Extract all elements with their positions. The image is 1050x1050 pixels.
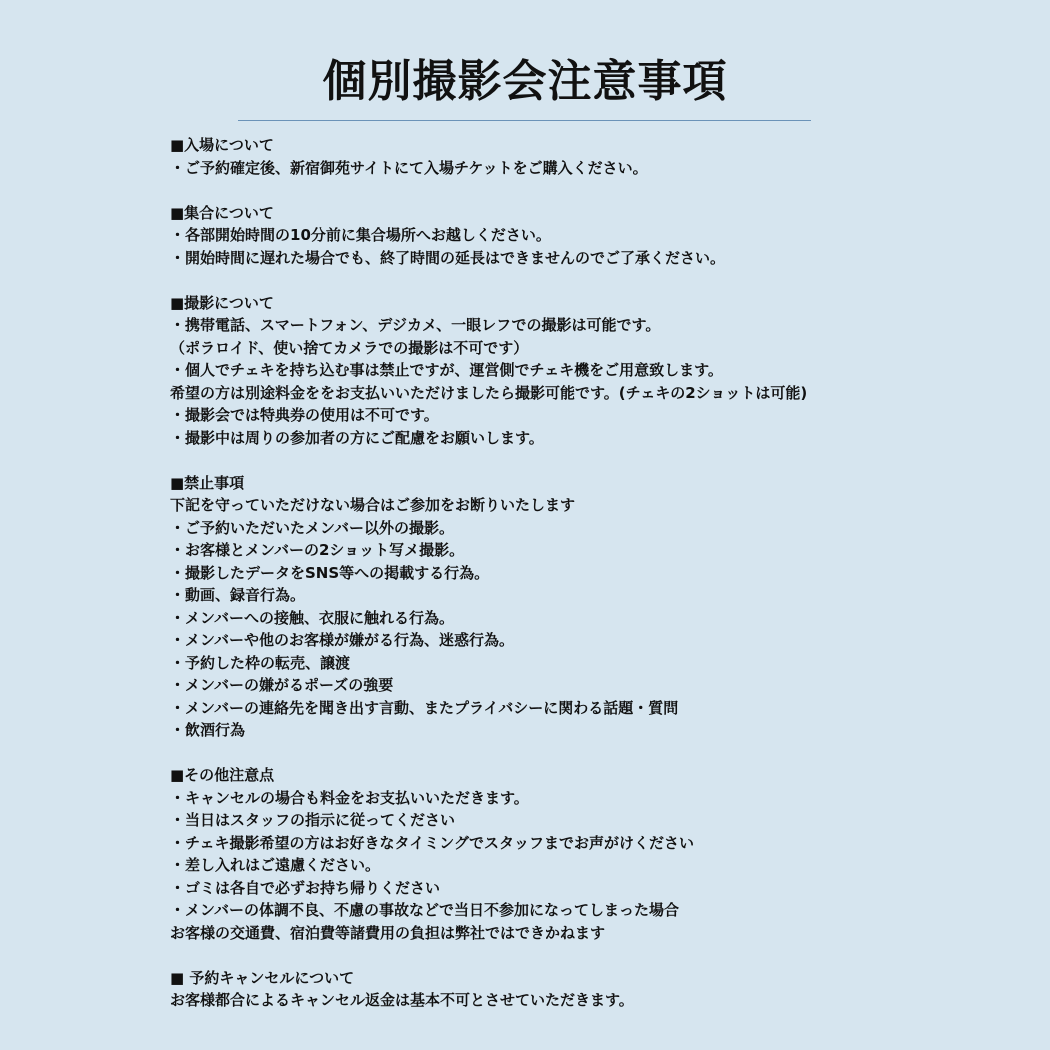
notice-line: お客様の交通費、宿泊費等諸費用の負担は弊社ではできかねます	[170, 923, 606, 942]
notice-line: ・お客様とメンバーの2ショット写メ撮影。	[170, 541, 465, 559]
notice-line: ・メンバーの連絡先を聞き出す言動、またプライバシーに関わる話題・質問	[170, 698, 679, 717]
notice-line: ・メンバーの体調不良、不慮の事故などで当日不参加になってしまった場合	[170, 901, 679, 919]
notice-line: ・キャンセルの場合も料金をお支払いいただきます。	[170, 788, 529, 807]
notice-line: ・予約した枠の転売、譲渡	[170, 653, 351, 672]
notice-line: ・撮影したデータをSNS等への掲載する行為。	[170, 563, 490, 582]
notice-section	[170, 202, 1020, 270]
notice-line: 希望の方は別途料金ををお支払いいただけましたら撮影可能です。(チェキの2ショットは可能)	[170, 383, 808, 402]
notice-line: ・メンバーの嫌がるポーズの強要	[170, 676, 394, 694]
notice-line: 下記を守っていただけない場合はご参加をお断りいたします	[170, 496, 576, 514]
notice-line: ・撮影中は周りの参加者の方にご配慮をお願いします。	[170, 428, 544, 447]
notice-line: ・個人でチェキを持ち込む事は禁止ですが、運営側でチェキ機をご用意致します。	[170, 361, 723, 379]
notice-line: ・ご予約いただいたメンバー以外の撮影。	[170, 518, 454, 537]
notice-line: ・チェキ撮影希望の方はお好きなタイミングでスタッフまでお声がけください	[170, 833, 694, 852]
notice-line: ・開始時間に遅れた場合でも、終了時間の延長はできませんのでご了承ください。	[170, 248, 726, 267]
section-heading: ■撮影について	[170, 293, 274, 312]
notice-body	[170, 134, 1020, 1012]
page-title: 個別撮影会注意事項	[322, 56, 728, 107]
section-heading: ■その他注意点	[170, 766, 275, 784]
section-heading: ■入場について	[170, 136, 274, 154]
section-heading: ■禁止事項	[170, 473, 245, 492]
notice-section	[170, 472, 1020, 742]
notice-section	[170, 764, 1020, 944]
notice-line: ・各部開始時間の10分前に集合場所へお越しください。	[170, 226, 551, 244]
notice-line: ・差し入れはご遠慮ください。	[170, 856, 381, 874]
notice-line: ・メンバーへの接触、衣服に触れる行為。	[170, 608, 454, 627]
notice-line: ・メンバーや他のお客様が嫌がる行為、迷惑行為。	[170, 631, 514, 649]
notice-line: ・ご予約確定後、新宿御苑サイトにて入場チケットをご購入ください。	[170, 158, 648, 177]
notice-line: ・携帯電話、スマートフォン、デジカメ、一眼レフでの撮影は可能です。	[170, 316, 661, 334]
section-heading: ■ 予約キャンセルについて	[170, 968, 355, 987]
notice-line: お客様都合によるキャンセル返金は基本不可とさせていただきます。	[170, 991, 634, 1009]
notice-section	[170, 967, 1020, 1012]
notice-section	[170, 292, 1020, 450]
notice-section	[170, 134, 1020, 179]
notice-line: ・当日はスタッフの指示に従ってください	[170, 811, 456, 829]
notice-line: （ポラロイド、使い捨てカメラでの撮影は不可です）	[170, 338, 529, 357]
notice-line: ・撮影会では特典券の使用は不可です。	[170, 406, 439, 424]
section-heading: ■集合について	[170, 203, 274, 222]
notice-line: ・ゴミは各自で必ずお持ち帰りください	[170, 878, 441, 897]
title-divider	[238, 120, 811, 121]
notice-line: ・飲酒行為	[170, 721, 246, 739]
notice-line: ・動画、録音行為。	[170, 586, 306, 604]
